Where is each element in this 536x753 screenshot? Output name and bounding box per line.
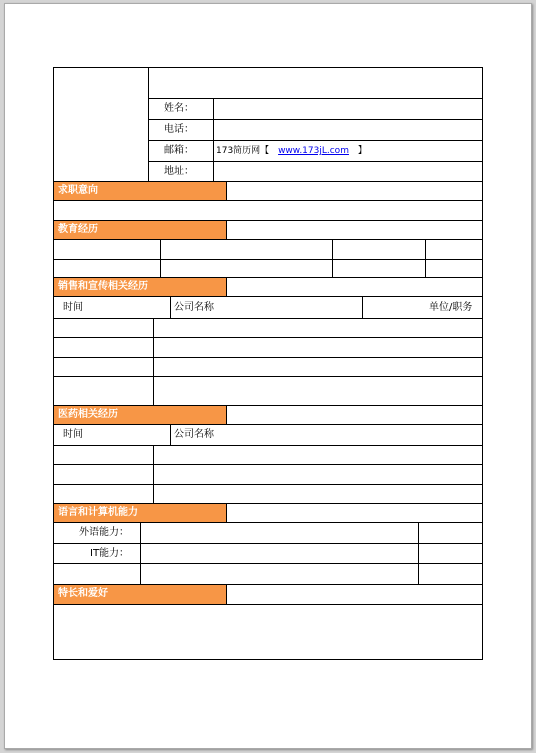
email-suffix: 】 xyxy=(357,146,367,156)
education-row[interactable] xyxy=(54,260,482,277)
section-header-medical-experience: 医药相关经历 xyxy=(54,406,226,424)
phone-label: 电话： xyxy=(164,124,194,135)
medical-col-company: 公司名称 xyxy=(174,429,214,440)
resume-page xyxy=(4,3,532,749)
sales-row[interactable] xyxy=(54,377,482,405)
medical-row[interactable] xyxy=(54,485,482,503)
medical-row[interactable] xyxy=(54,465,482,484)
sales-col-time: 时间 xyxy=(63,302,83,313)
it-skill-field[interactable] xyxy=(141,544,418,563)
name-label: 姓名： xyxy=(164,103,194,114)
address-field[interactable] xyxy=(214,162,482,181)
phone-field[interactable] xyxy=(214,120,482,140)
education-row[interactable] xyxy=(54,240,482,259)
section-header-language-computer: 语言和计算机能力 xyxy=(54,504,226,522)
email-field[interactable] xyxy=(214,141,482,161)
section-header-sales-experience: 销售和宣传相关经历 xyxy=(54,278,226,296)
sales-row[interactable] xyxy=(54,358,482,376)
email-label: 邮箱： xyxy=(164,145,194,156)
medical-row[interactable] xyxy=(54,446,482,464)
it-skill-label: IT能力： xyxy=(90,548,130,559)
photo-box-divider xyxy=(148,68,149,181)
email-prefix: 173简历网【 xyxy=(216,146,270,156)
name-field[interactable] xyxy=(214,99,482,119)
extra-skill-field[interactable] xyxy=(141,564,418,584)
foreign-language-field[interactable] xyxy=(141,523,418,543)
sales-col-position: 单位/职务 xyxy=(429,302,473,313)
foreign-language-label: 外语能力： xyxy=(79,527,129,538)
sales-row[interactable] xyxy=(54,338,482,357)
section-header-job-intention: 求职意向 xyxy=(54,182,226,200)
medical-col-time: 时间 xyxy=(63,429,83,440)
address-label: 地址： xyxy=(164,166,194,177)
sales-col-company: 公司名称 xyxy=(174,302,214,313)
section-header-education: 教育经历 xyxy=(54,221,226,239)
email-link[interactable]: www.173jL.com xyxy=(278,146,349,156)
photo-placeholder xyxy=(54,68,148,181)
sales-row[interactable] xyxy=(54,319,482,337)
job-intention-field[interactable] xyxy=(54,201,482,220)
specialties-field[interactable] xyxy=(54,605,482,659)
section-header-specialties: 特长和爱好 xyxy=(54,585,226,604)
